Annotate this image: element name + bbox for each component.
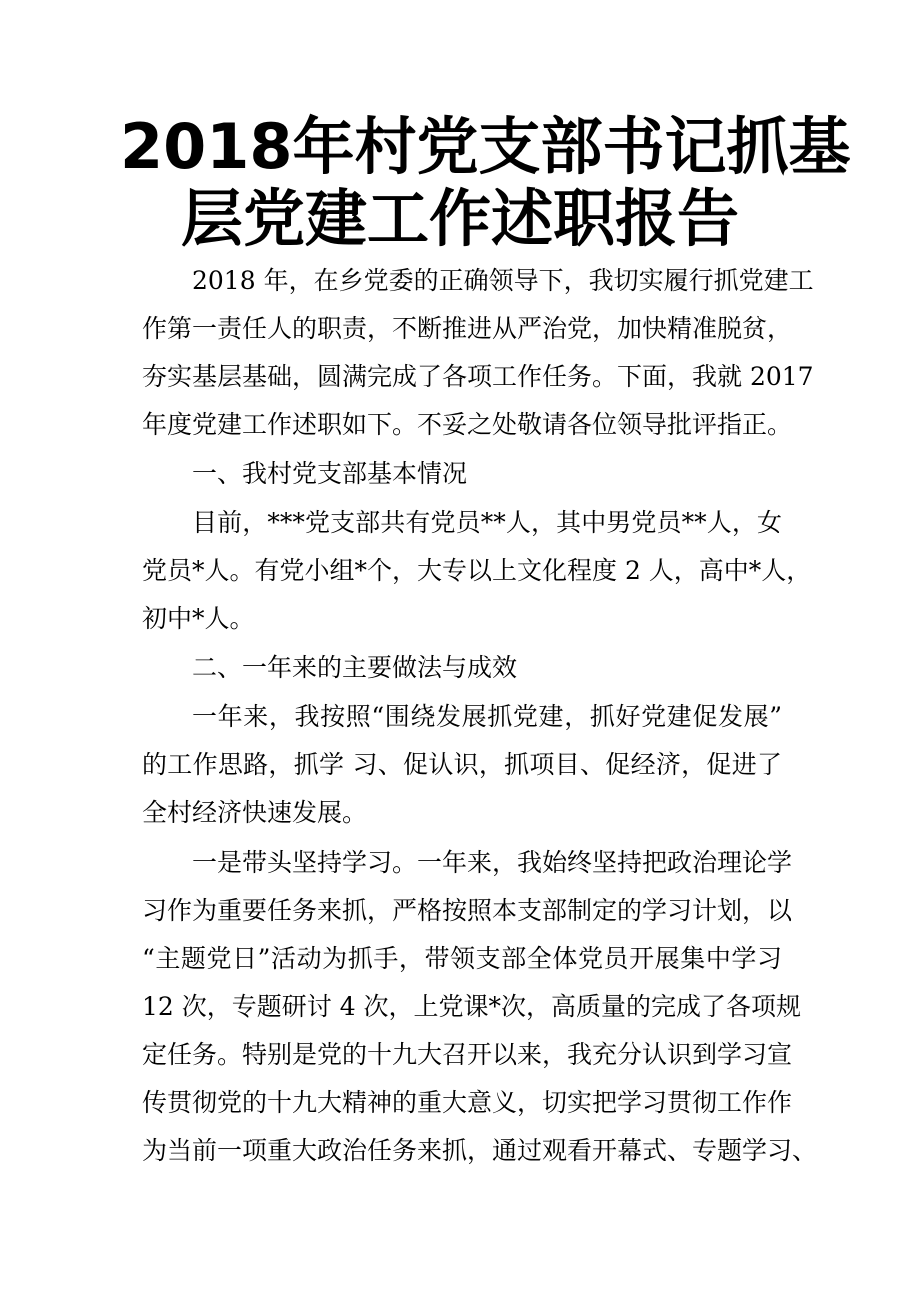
paragraph-line: 传贯彻党的十九大精神的重大意义，切实把学习贯彻工作作 [142, 1088, 793, 1117]
paragraph-line: 党员*人。有党小组*个，大专以上文化程度 2 人，高中*人， [142, 556, 812, 585]
section-heading-1: 一、我村党支部基本情况 [192, 459, 468, 488]
paragraph-line: 年度党建工作述职如下。不妥之处敬请各位领导批评指正。 [142, 410, 793, 439]
paragraph-line: 全村经济快速发展。 [142, 798, 368, 827]
paragraph-line: 12 次，专题研讨 4 次，上党课*次，高质量的完成了各项规 [142, 992, 802, 1021]
document-title-line-1: 2018年村党支部书记抓基 [120, 110, 851, 183]
paragraph-line: 定任务。特别是党的十九大召开以来，我充分认识到学习宣 [142, 1040, 793, 1069]
paragraph-line: 作第一责任人的职责，不断推进从严治党，加快精准脱贫， [142, 314, 793, 343]
paragraph-line: 习作为重要任务来抓，严格按照本支部制定的学习计划，以 [142, 896, 793, 925]
paragraph-line: 初中*人。 [142, 604, 255, 633]
paragraph-line: 为当前一项重大政治任务来抓，通过观看开幕式、专题学习、 [142, 1136, 818, 1165]
paragraph-line: 一年来，我按照“围绕发展抓党建，抓好党建促发展” [192, 702, 782, 731]
paragraph-line: 2018 年，在乡党委的正确领导下，我切实履行抓党建工 [192, 266, 814, 295]
paragraph-line: “主题党日”活动为抓手，带领支部全体党员开展集中学习 [142, 944, 782, 973]
paragraph-line: 夯实基层基础，圆满完成了各项工作任务。下面，我就 2017 [142, 362, 814, 391]
document-title-line-2: 层党建工作述职报告 [180, 182, 739, 255]
paragraph-line: 一是带头坚持学习。一年来，我始终坚持把政治理论学 [192, 848, 793, 877]
paragraph-line: 的工作思路，抓学 习、促认识，抓项目、促经济，促进了 [142, 750, 782, 779]
section-heading-2: 二、一年来的主要做法与成效 [192, 653, 518, 682]
paragraph-line: 目前，***党支部共有党员**人，其中男党员**人，女 [192, 508, 782, 537]
